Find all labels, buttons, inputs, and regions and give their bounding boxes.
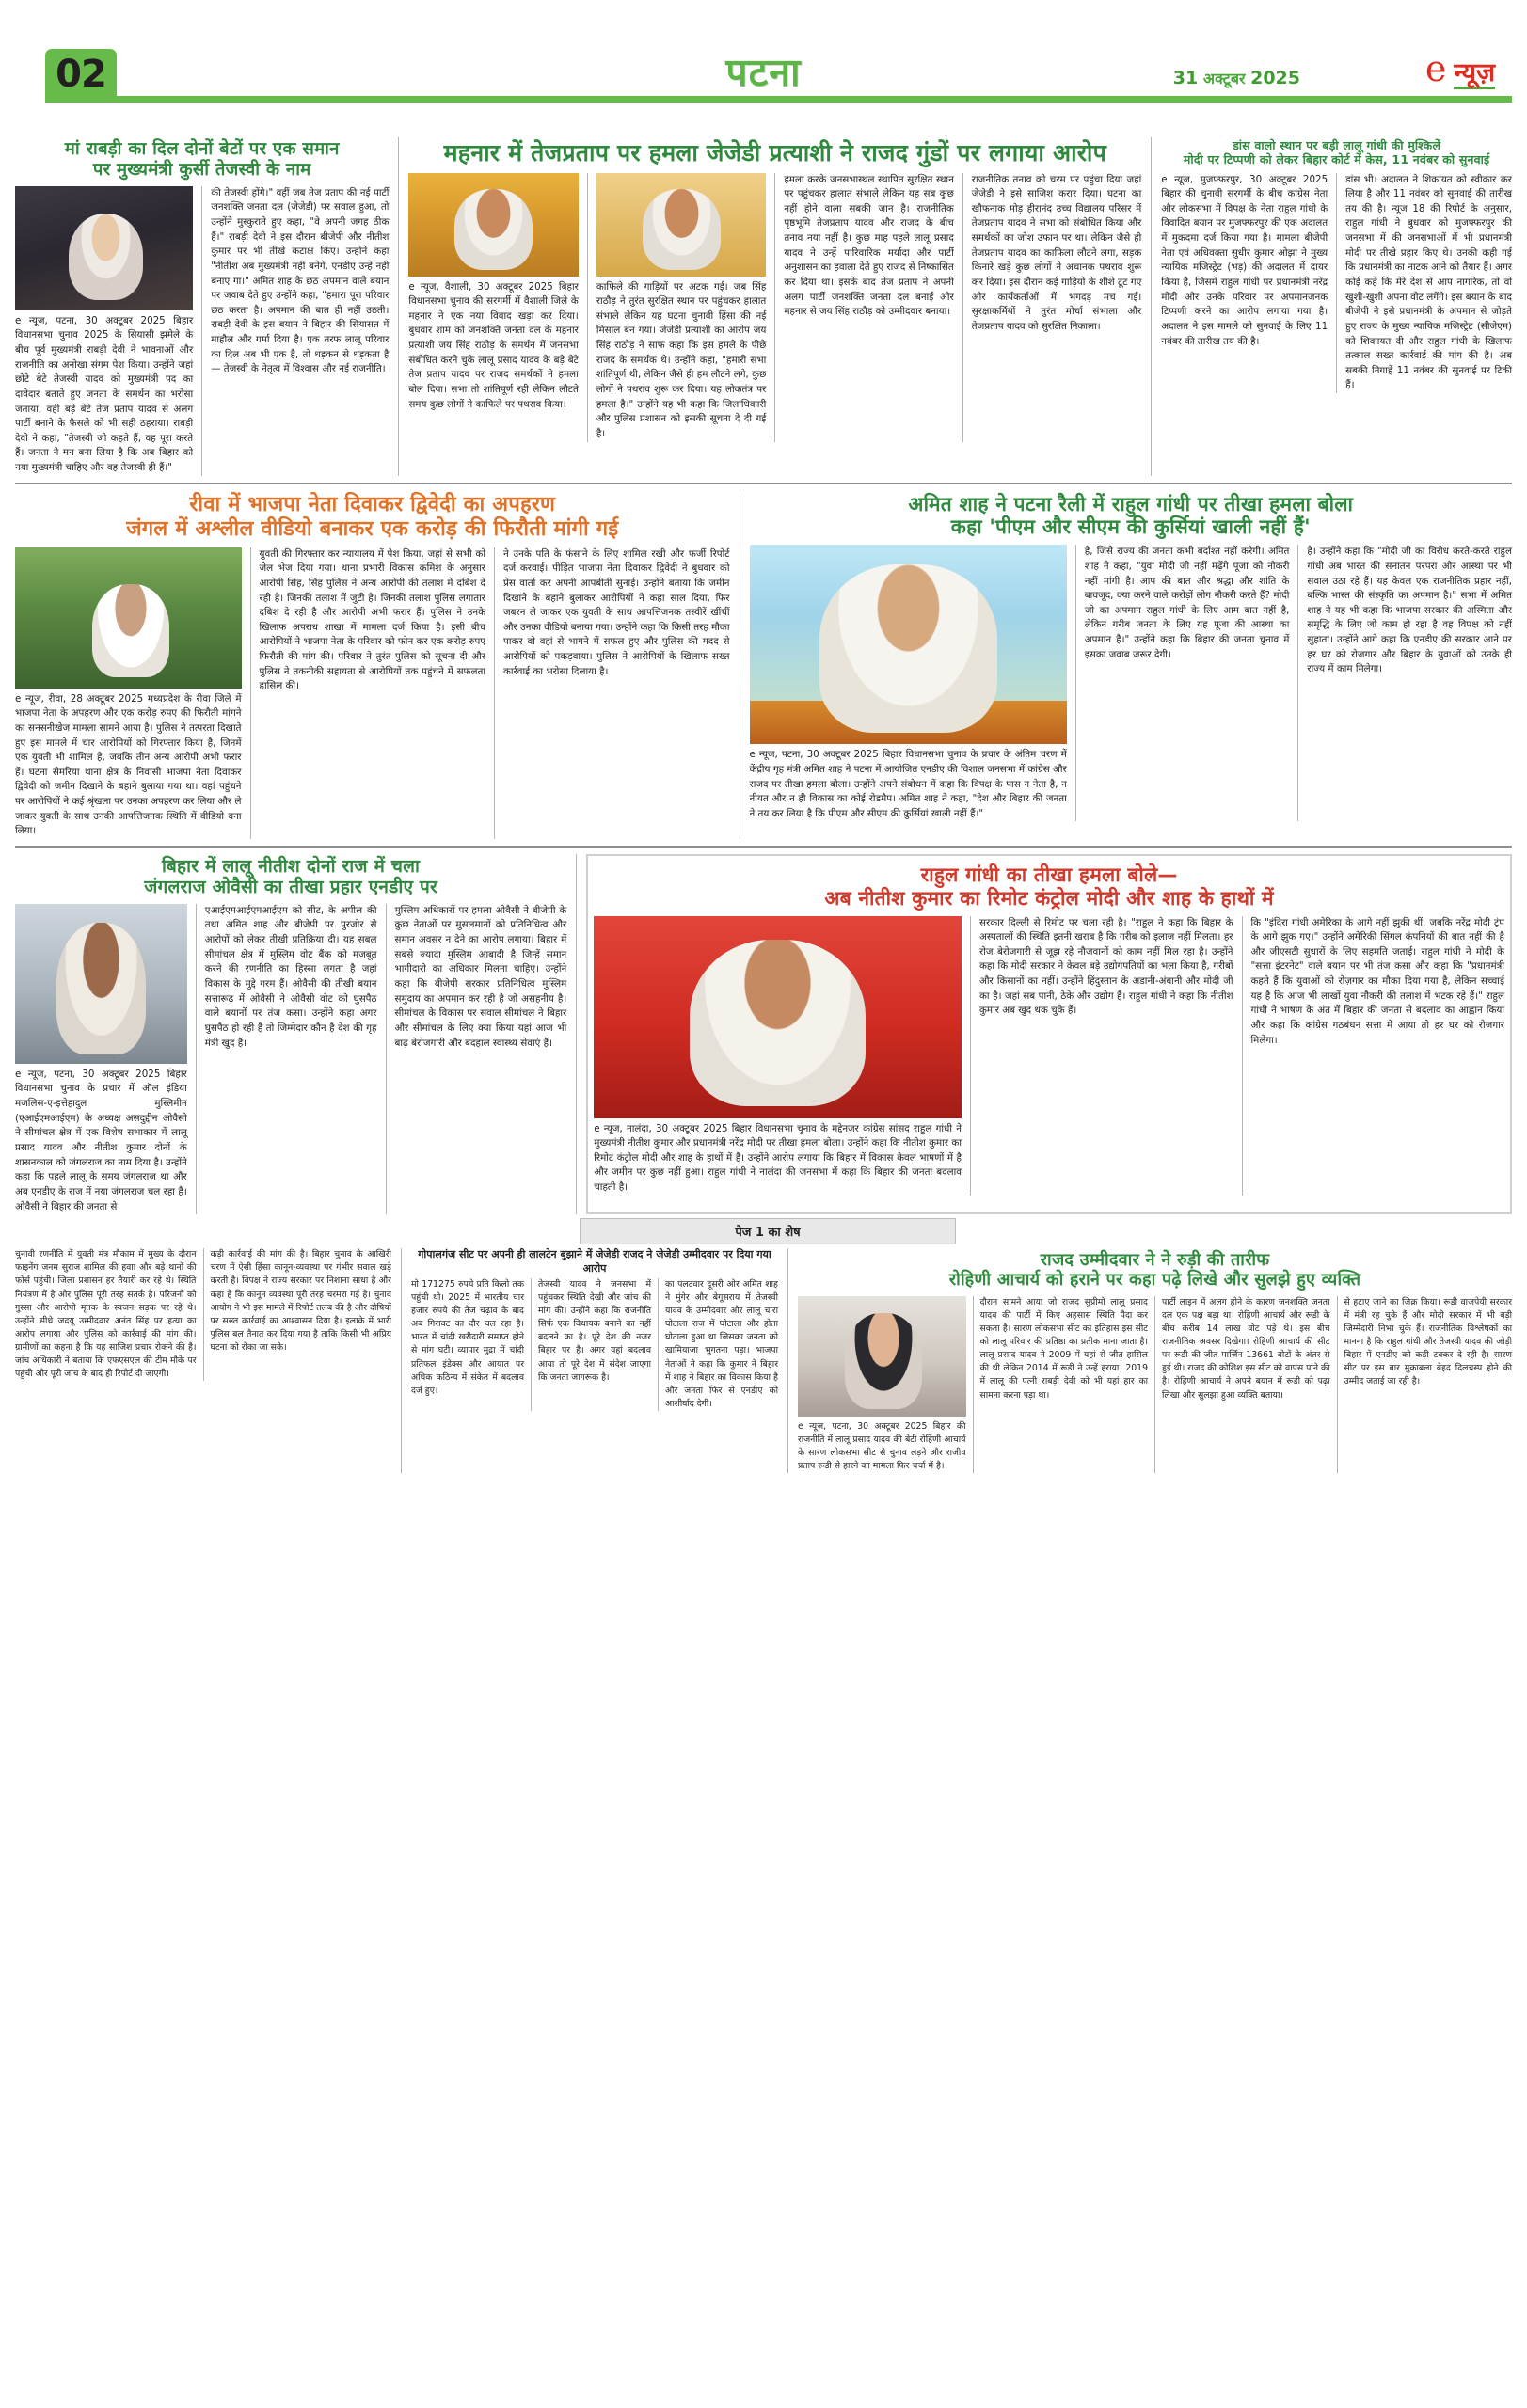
article6-col2: एआईएमआईएमआईएम को सीट, के अपील की तथा अमित शाह और बीजेपी पर पुरजोर से आरोपों को लेकर तीखी प्रतिक्रिया दी। यह सबल सीमांचल क्षेत्र में मुस्लिम वोट बैंक को मजबूत करने की रणनीति का हिस्सा लगता है जहां विकास के मुद्दे गरम हैं। ओवैसी की तीखी बयान सत्तारूढ़ में ओवैसी ने ओवैसी वोट को घुसपैठ वाले बयानों पर तंज कसा। उन्होंने कहा अगर घुसपैठ हो रही है तो जिम्मेदार कौन है देश की गृह मंत्री खुद हैं।: [204, 904, 377, 1049]
bottommid-subheadline: गोपालगंज सीट पर अपनी ही लालटेन बुझाने में जेजेडी राजद ने जेजेडी उम्मीदवार पर दिया गया आरोप: [418, 1248, 771, 1275]
article2-headline-text: महनार में तेजप्रताप पर हमला जेजेडी प्रत्याशी ने राजद गुंडों पर लगाया आरोप: [443, 139, 1106, 166]
continuation-left: [15, 1248, 391, 1473]
continuation-mid: [411, 1248, 778, 1473]
bottomleft-col2: कड़ी कार्रवाई की मांग की है। बिहार चुनाव के आखिरी चरण में ऐसी हिंसा कानून-व्यवस्था पर गंभीर सवाल खड़े करती है। विपक्ष ने राज्य सरकार पर निशाना साधा है और कहा है कि कानून व्यवस्था पूरी तरह चरमरा गई है। चुनाव आयोग ने भी इस मामले में रिपोर्ट तलब की है और दोषियों पर सख्त कार्रवाई का आश्वासन दिया है। इलाके में भारी पुलिस बल तैनात कर दिया गया है ताकि किसी भी अप्रिय घटना को रोका जा सके।: [210, 1249, 391, 1354]
page-number: 02: [45, 49, 117, 100]
article8-col2: दौरान सामने आया जो राजद सुप्रीमो लालू प्रसाद यादव की पार्टी में किए अहसास स्थिति पैदा कर सकता है। सारण लोकसभा सीट का इतिहास इस सीट को लालू परिवार की प्रतिष्ठा का प्रतीक माना जाता है। लालू प्रसाद यादव ने 2009 में यहां से जीत हासिल की थी लेकिन 2014 में रूडी ने उन्हें हराया। 2019 में लालू की पत्नी राबड़ी देवी को भी यहां हार का सामना करना पड़ा था।: [979, 1296, 1148, 1401]
page-title: पटना: [725, 50, 802, 95]
article1-headline: [15, 137, 389, 186]
article8-col4: से हटाए जाने का जिक्र किया। रूडी वाजपेयी सरकार में मंत्री रह चुके हैं और मोदी सरकार में भी बड़ी जिम्मेदारी निभा चुके हैं। राजनीतिक विश्लेषकों का मानना है कि राहुल गांधी और तेजस्वी यादव की जोड़ी बिहार में एनडीए को कड़ी टक्कर दे रही है। सारण सीट पर इस बार मुकाबला बेहद दिलचस्प होने की उम्मीद जताई जा रही है।: [1344, 1296, 1512, 1387]
bottomleft-col1: चुनावी रणनीति में युवती मंत्र मौकाम में मुख्य के दौरान फाइनेंग जनम सुराज शामिल की हवाा और बड़े थानों की फोर्स पहुंची। जिला प्रशासन हर तैयारी कर रहे थे। स्थिति नियंत्रण में है और पुलिस पूरी तरह सतर्क है। परिजनों को गुस्सा और आरोपी मृतक के स्वजन सड़क पर रहे थे। उन्होंने सीधे जदयू उम्मीदवार अनंत सिंह पर हत्या का आरोप लगाया और पुलिस को कार्रवाई की मांग की। ग्रामीणों का कहना है कि यह साजिश प्रचार रोकने की है। जांच अधिकारी ने बताया कि एफएसएल की टीम मौके पर पहुंची और पूरी जांच के बाद ही रिपोर्ट दी जाएगी।: [15, 1249, 197, 1380]
article-tej-pratap-attack: [408, 137, 1141, 476]
article1-col1: e न्यूज, पटना, 30 अक्टूबर 2025 बिहार विधानसभा चुनाव 2025 के सियासी झमेले के बीच पूर्व मुख्यमंत्री राबड़ी देवी ने भावनाओं और राजनीति का अनोखा संगम पेश किया। उन्होंने जहां छोटे बेटे तेजस्वी यादव को मुख्यमंत्री पद का दावेदार बताते हुए जनता के समर्थन का भरोसा जताया, वहीं बड़े बेटे तेज प्रताप यादव से अलग पार्टी बनाने के फैसले को भी सही ठहराया। राबड़ी देवी ने कहा, "तेजस्वी जो कहते हैं, वह पूरा करते हैं। जनता ने मन बना लिया है कि अब बिहार को नया मुख्यमंत्री चाहिए और वह तेजस्वी ही हैं।": [15, 314, 194, 474]
jump-row: [15, 1214, 1512, 1248]
article8-headline-line2: रोहिणी आचार्य को हराने पर कहा पढ़े लिखे और सुलझे हुए व्यक्ति: [948, 1270, 1361, 1291]
article4-col2: युवती की गिरफ्तार कर न्यायालय में पेश किया, जहां से सभी को जेल भेज दिया गया। थाना प्रभारी विकास कमिश के अनुसार आरोपी सिंह, सिंह पुलिस ने अन्य आरोपी की तलाश में दबिश दे रही है। जिनकी तलाश में जुटी है। जिनकी तलाश पुलिस लगातार दबिश दे रही है और आरोपी अभी फरार हैं। पुलिस ने उनके खिलाफ अपराध शाखा में मामला दर्ज किया है। इसी बीच आरोपियों ने भाजपा नेता के परिवार को फोन कर एक करोड़ रुपए फिरौती की मांग की। परिवार ने तुरंत पुलिस को सूचना दी और पुलिस ने तकनीकी सहायता से आरोपियों तक पहुंचने में सफलता हासिल की।: [259, 547, 485, 692]
masthead: [15, 45, 1512, 132]
article7-headline: [594, 862, 1504, 916]
newspaper-page: [0, 45, 1527, 2408]
article8-col3: पार्टी लाइन में अलग होने के कारण जनशक्ति जनता दल एक पक्ष बड़ा था। रोहिणी आचार्य और रूडी के बीच करीब 14 लाख वोट पड़े थे। इस बीच राजनीतिक अवसर दिखेगा। रोहिणी आचार्य की सीट पर रूडी की जीत मार्जिन 13661 वोटों के अंतर से हुई थी। राजद की कोशिश इस सीट को वापस पाने की है। रोहिणी आचार्य ने अपने बयान में रूडी को पढ़ा लिखा और सुलझा हुआ व्यक्ति बताया।: [1162, 1296, 1330, 1401]
rabri-devi-photo: [15, 186, 193, 310]
article3-col2: डांस भी। अदालत ने शिकायत को स्वीकार कर लिया है और 11 नवंबर को सुनवाई की तारीख तय की है। न्यूज 18 की रिपोर्ट के अनुसार, राहुल गांधी ने बुधवार को मुजफ्फरपुर की जनसभा में की जनसभाओं में भी प्रधानमंत्री मोदी पर तीखे प्रहार किए थे। उनकी कही गई कि प्रधानमंत्री का नाटक आने को तैयार हैं। अगर कोई कहे कि मेरे देश से आप नागरिक, तो वो खुशी-खुशी अपना वोट लगेंगे। इस बयान के बाद बीजेपी ने इसे प्रधानमंत्री के अपमान से जोड़ते हुए राज्य के मुख्य न्यायिक मजिस्ट्रेट (सीजेएम) को शिकायत दी और राहुल गांधी के खिलाफ तत्काल सख्त कार्रवाई की मांग की है। अब सबकी निगाहें 11 नवंबर की सुनवाई पर टिकी हैं।: [1345, 173, 1512, 391]
tej-pratap-yadav-photo: [408, 173, 578, 277]
article7-col2: सरकार दिल्ली से रिमोट पर चला रही है। "राहुल ने कहा कि बिहार के अस्पतालों की स्थिति इतनी खराब है कि गरीब को इलाज नहीं मिलता। हर रोज बेरोजगारी से जूझ रहे नौजवानों को काम नहीं मिल रहा है। उन्होंने कहा कि मोदी सरकार ने केवल बड़े उद्योगपतियों का भला किया है, गरीबों और किसानों का नहीं। उन्होंने हिंदुस्तान के अडानी-अंबानी और मोदी जी का है। जहां सब पानी, ठेके और उद्योग हैं। राहुल गांधी ने कहा कि नीतीश कुमार अब खुद थक चुके हैं।: [979, 916, 1233, 1017]
second-story-block: [15, 491, 1512, 839]
article2-col4: राजनीतिक तनाव को चरम पर पहुंचा दिया जहां जेजेडी ने इसे साजिश करार दिया। घटना का खौफनाक मोड़ हीरानंद उच्च विद्यालय परिसर में तेजप्रताप यादव ने सभा को संबोधित किया और समर्थकों का जोश उफान पर था। लेकिन जैसे ही तेजप्रताप यादव का काफिला लौटने लगा, सड़क किनारे खड़े कुछ लोगों ने अचानक पथराव शुरू कर दिया। इस दौरान कई गाड़ियों के शीशे टूट गए और कार्यकर्ताओं में भगदड़ मच गई। सुरक्षाकर्मियों ने तुरंत मोर्चा संभाला और तेजप्रताप यादव को सुरक्षित निकाला।: [971, 173, 1142, 332]
bottommid-col1: मो 171275 रुपये प्रति किलो तक पहुंची थी। 2025 में भारतीय चार हजार रुपये की तेज चढ़ाव के बाद अब गिरावट का दौर चल रहा है। भारत में चांदी खरीदारी समाप्त होने से मांग घटी। व्यापार मुद्रा में चांदी प्रतिफल इंडेक्स और आयात पर अधिक कठिन्य में संकेत में बदलाव दर्ज हुए।: [411, 1278, 524, 1396]
article8-col1: e न्यूज, पटना, 30 अक्टूबर 2025 बिहार की राजनीति में लालू प्रसाद यादव की बेटी रोहिणी आचार्य के सारण लोकसभा सीट से चुनाव लड़ने और राजीव प्रताप रूडी से हारने का मामला फिर चर्चा में है।: [798, 1420, 966, 1472]
article-amit-shah-rally: [750, 491, 1512, 839]
article-rahul-gandhi-feature: [586, 854, 1512, 1214]
rohini-acharya-photo: [798, 1296, 966, 1417]
article3-col1: e न्यूज, मुजफ्फरपुर, 30 अक्टूबर 2025 बिहार की चुनावी सरगर्मी के बीच कांग्रेस नेता और लोकसभा में विपक्ष के नेता राहुल गांधी के विवादित बयान पर मुजफ्फरपुर की एक अदालत में मुकदमा दर्ज किया गया है। मामला बीजेपी नेता एवं अधिवक्ता सुधीर कुमार ओझा ने मुख्य न्यायिक मजिस्ट्रेट (भड़) की अदालत में दायर किया है, जिसमें राहुल गांधी पर प्रधानमंत्री नरेंद्र मोदी और उनके परिवार पर अपमानजनक टिप्पणी करने का आरोप लगाया गया है। अदालत ने इस मामले को सुनवाई के लिए 11 नवंबर की तारीख तय की है।: [1161, 173, 1328, 347]
article-owaisi: [15, 854, 566, 1214]
jump-continuation-bar: पेज 1 का शेष: [580, 1218, 956, 1244]
article7-col3: कि "इंदिरा गांधी अमेरिका के आगे नहीं झुकी थीं, जबकि नरेंद्र मोदी ट्रंप के आगे झुक गए।" उन्होंने अमेरिकी सिंगल कंपनियों की बात नहीं की है और जीएसटी सुधारों के लिए सहमति जताई। राहुल गांधी ने मोदी के "सत्ता इंटरनेट" वाले बयान पर भी तंज कसा और कहा कि "प्रधानमंत्री कहते हैं कि युवाओं को रोज़गार का मौका दिया गया है, लेकिन सच्चाई यह है कि आज भी लाखों युवा नौकरी की तलाश में भटक रहे हैं।" राहुल गांधी ने भाषण के अंत में बिहार की जनता से बदलाव का आह्वान किया और कहा कि कांग्रेस गठबंधन सत्ता में आया तो हर घर को रोजगार मिलेगा।: [1250, 916, 1505, 1046]
kidnapping-scene-photo: [15, 547, 242, 689]
tej-pratap-rally-photo: [596, 173, 766, 277]
article-rohini-acharya: [798, 1248, 1512, 1473]
article8-headline: [798, 1248, 1512, 1295]
article5-col2: है, जिसे राज्य की जनता कभी बर्दाश्त नहीं करेगी। अमित शाह ने कहा, "युवा मोदी जी नहीं मढ़ेंगे पूजा को नौकरी नहीं मांगी है। आप की बात और श्रद्धा और शांति के बावजूद, क्या करने वाले करोड़ों लोग नौकरी करते हैं? मोदी जी का अपमान राहुल गांधी के लिए आम बात नहीं है, लेकिन गरीब जनता के लिए यह पूजा की आस्था का अपमान है।" उन्होंने कहा कि बिहार की जनता चुनाव में इसका जवाब जरूर देगी।: [1084, 546, 1290, 660]
top-story-block: [15, 137, 1512, 476]
date-line: [1173, 68, 1300, 88]
article5-col1: e न्यूज, पटना, 30 अक्टूबर 2025 बिहार विधानसभा चुनाव के प्रचार के अंतिम चरण में केंद्रीय गृह मंत्री अमित शाह ने पटना में आयोजित एनडीए की विशाल जनसभा में कांग्रेस और राजद पर तीखा हमला बोला। उन्होंने अपने संबोधन में कहा कि विपक्ष के पास न नेता है, न नीयत और न ही विकास का कोई रोडमैप। अमित शाह ने कहा, "देश और बिहार की जनता ने तय कर लिया है कि पीएम और सीएम की कुर्सियां खाली नहीं हैं।": [749, 749, 1067, 819]
publication-logo: [1424, 48, 1495, 89]
article5-headline-line1: अमित शाह ने पटना रैली में राहुल गांधी पर तीखा हमला बोला: [908, 492, 1354, 515]
article7-headline-line2: अब नीतीश कुमार का रिमोट कंट्रोल मोदी और शाह के हाथों में: [824, 886, 1274, 910]
article6-col3: मुस्लिम अधिकारों पर हमला ओवैसी ने बीजेपी के कुछ नेताओं पर मुसलमानों को प्रतिनिधित्व और समान अवसर न देने का आरोप लगाया। बिहार में सबसे ज्यादा मुस्लिम आबादी है जिन्हें समान भागीदारी का अधिकार मिलना चाहिए। उन्होंने कहा कि बीजेपी सरकार प्रतिनिधित्व मुस्लिम समुदाय का अपमान कर रही है जो असहनीय है। सीमांचल के विकास पर सवाल सीमांचल ने बिहार और सीमांचल के लिए क्या किया यहां आज भी बाढ़ बेरोजगारी और बदहाल स्वास्थ्य सेवाएं हैं।: [394, 904, 567, 1049]
article1-col2: की तेजस्वी होंगे।" वहीं जब तेज प्रताप की नई पार्टी जनशक्ति जनता दल (जेजेडी) पर सवाल हुआ, तो उन्होंने मुस्कुराते हुए कहा, "वे अपनी जगह ठीक हैं।" राबड़ी देवी ने इस दौरान बीजेपी और नीतीश कुमार पर भी तीखे कटाक्ष किए। उन्होंने कहा "नीतीश अब मुख्यमंत्री नहीं बनेंगे, एनडीए उन्हें नहीं बनाए गा।" अमित शाह के छठ अपमान वाले बयान पर जवाब देते हुए उन्होंने कहा, "हमारा पूरा परिवार छठ करता है। अपमान की बात ही नहीं उठती। राबड़ी देवी के इस बयान ने बिहार की सियासत में माहौल और गर्मा दिया है। एक तरफ लालू परिवार का दिल अब भी एक है, तो धड़कन से धड़कता है — तेजस्वी के नेतृत्व में विश्वास और नई राजनीति।: [211, 186, 390, 375]
date-year: 2025: [1250, 68, 1300, 88]
article4-col1: e न्यूज, रीवा, 28 अक्टूबर 2025 मध्यप्रदेश के रीवा जिले में भाजपा नेता के अपहरण और एक करोड़ रुपए की फिरौती मांगने का सनसनीखेज मामला सामने आया है। पुलिस ने तत्परता दिखाते हुए इस मामले में चार आरोपियों को गिरफ्तार किया है, जिनमें एक युवती भी शामिल है, जबकि तीन अन्य आरोपी अभी फरार हैं। घटना सेमरिया थाना क्षेत्र के निवासी भाजपा नेता दिवाकर द्विवेदी को जमीन दिखाने के बहाने बुलाया गया था। वहां पहुंचने पर आरोपियों ने कई श्रृंखला पर उनका अपहरण कर लिया और ले जाकर युवती के साथ उनकी आपत्तिजनक स्थिति में वीडियो बना लिया।: [15, 692, 242, 837]
article6-headline-line2: जंगलराज ओवैसी का तीखा प्रहार एनडीए पर: [144, 877, 437, 898]
article4-headline-line2: जंगल में अश्लील वीडियो बनाकर एक करोड़ की फिरौती मांगी गई: [126, 516, 619, 541]
article3-headline: [1161, 137, 1512, 173]
article5-headline: [750, 491, 1512, 546]
article3-headline-line1: डांस वालो स्थान पर बड़ी लालू गांधी की मुश्किलें: [1233, 138, 1441, 152]
section-rule-1: [15, 483, 1512, 484]
article6-headline: [15, 854, 566, 904]
article2-col2: काफिले की गाड़ियों पर अटक गई। जब सिंह राठौड़ ने तुरंत सुरक्षित स्थान पर पहुंचकर हालात संभाले लेकिन यह घटना चुनावी हिंसा की नई मिसाल बन गया। जेजेडी प्रत्याशी का आरोप जय सिंह राठौड़ ने साफ कहा कि इस हमले के पीछे राजद के समर्थक थे। उन्होंने कहा, "हमारी सभा शांतिपूर्ण थी, लेकिन जैसे ही हम लौटने लगे, कुछ लोगों ने पथराव शुरू कर दिया। यह लोकतंत्र पर हमला है।" उन्होंने यह भी कहा कि जिलाधिकारी और पुलिस प्रशासन को इसकी सूचना दे दी गई है।: [596, 280, 767, 439]
article7-col1: e न्यूज, नालंदा, 30 अक्टूबर 2025 बिहार विधानसभा चुनाव के मद्देनजर कांग्रेस सांसद राहुल गांधी ने मुख्यमंत्री नीतीश कुमार और प्रधानमंत्री नरेंद्र मोदी पर तीखा हमला बोला। उन्होंने कहा कि नीतीश कुमार का रिमोट कंट्रोल मोदी और शाह के हाथों में है। उन्होंने आरोप लगाया कि बिहार में विकास केवल भाषणों में है और जमीन पर कुछ नहीं हुआ। राहुल गांधी ने नालंदा की जनसभा में कहा कि बिहार की जनता बदलाव चाहती है।: [594, 1122, 962, 1194]
article2-headline: [408, 137, 1141, 173]
article6-headline-line1: बिहार में लालू नीतीश दोनों राज में चला: [162, 856, 421, 878]
article8-headline-line1: राजद उम्मीदवार ने ने रुड़ी की तारीफ: [1040, 1250, 1270, 1271]
article2-col3: हमला करके जनसभास्थल स्थापित सुरक्षित स्थान पर पहुंचकर हालात संभाले लेकिन यह सब कुछ नहीं होने वाला सबकी जान है। राजनीतिक पृष्ठभूमि तेजप्रताप यादव और राजद के बीच तनाव नया नहीं है। कुछ माह पहले लालू प्रसाद यादव ने उन्हें पारिवारिक मर्यादा और पार्टी अनुशासन का हवाला देते हुए राजद से निष्कासित कर दिया था। इसके बाद तेज प्रताप ने अपनी अलग पार्टी जनशक्ति जनता दल बनाई और महनार से जय सिंह राठौड़ को उम्मीदवार बनाया।: [784, 173, 954, 318]
article5-headline-line2: कहा 'पीएम और सीएम की कुर्सियां खाली नहीं हैं': [950, 515, 1311, 539]
article3-headline-line2: मोदी पर टिप्पणी को लेकर बिहार कोर्ट में केस, 11 नवंबर को सुनवाई: [1183, 151, 1490, 166]
article-rewa-kidnapping: [15, 491, 730, 839]
bottom-story-block: [15, 1248, 1512, 1473]
bottommid-col3: का पलटवार दूसरी ओर अमित शाह ने मुंगेर और बेगूसराय में तेजस्वी यादव के उम्मीदवार और लालू चारा घोटाला राज में घोटाला और होता घोटाला हुआ था जिसका जनता को खामियाजा भुगतना पड़ा। भाजपा नेताओं ने कहा कि कुमार ने बिहार में शाह ने बिहार का विकास किया है और जनता फिर से एनडीए को आशीर्वाद देगी।: [665, 1278, 778, 1409]
article6-col1: e न्यूज, पटना, 30 अक्टूबर 2025 बिहार विधानसभा चुनाव के प्रचार में ऑल इंडिया मजलिस-ए-इत्तेहादुल मुस्लिमीन (एआईएमआईएम) के अध्यक्ष असदुद्दीन ओवैसी ने सीमांचल क्षेत्र में एक विशेष सभाकार में लालू प्रसाद यादव और नीतीश कुमार दोनों के शासनकाल को जंगलराज का नाम दिया है। उन्होंने कहा कि पहले लालू के समय जंगलराज था और अब एनडीए के राज में नया जंगलराज चल रहा है। ओवैसी ने बिहार की जनता से: [15, 1068, 187, 1212]
date-month: अक्टूबर: [1202, 70, 1246, 87]
article1-headline-line2: पर मुख्यमंत्री कुर्सी तेजस्वी के नाम: [92, 159, 311, 180]
article4-headline-line1: रीवा में भाजपा नेता दिवाकर द्विवेदी का अपहरण: [189, 492, 556, 516]
article1-headline-line1: मां राबड़ी का दिल दोनों बेटों पर एक समान: [64, 139, 340, 159]
owaisi-photo: [15, 904, 187, 1064]
section-rule-2: [15, 846, 1512, 848]
article4-col3: ने उनके पति के फंसाने के लिए शामिल रखी और फर्जी रिपोर्ट दर्ज करवाई। पीड़ित भाजपा नेता दिवाकर द्विवेदी ने बुधवार को प्रेस वार्ता कर अपनी आपबीती सुनाई। उन्होंने बताया कि जमीन दिखाने के बहाने बुलाकर आरोपियों ने कहा साल दिया, फिर जबरन ले जाकर एक युवती के साथ आपत्तिजनक तस्वीरें खींचीं और उनका वीडियो बनाया गया। उन्होंने कहा कि किसी तरह मौका पाकर वो वहां से भागने में सफल हुए और पुलिस की मदद से आरोपियों को पकड़वाया। पुलिस ने आरोपियों के खिलाफ सख्त कार्रवाई का भरोसा दिलाया है।: [503, 547, 730, 677]
article7-headline-line1: राहुल गांधी का तीखा हमला बोले—: [920, 863, 1178, 887]
logo-e-mark: e: [1424, 48, 1447, 89]
article-rabri-devi: [15, 137, 389, 476]
date-day: 31: [1172, 68, 1199, 88]
article5-col3: है। उन्होंने कहा कि "मोदी जी का विरोध करते-करते राहुल गांधी अब भारत की सनातन परंपरा और आस्था पर भी सवाल उठा रहे हैं। यह केवल एक राजनीतिक प्रहार नहीं, बल्कि भारत की संस्कृति का अपमान है।" सभा में अमित शाह ने यह भी कहा कि भाजपा सरकार की अस्मिता और समृद्धि के लिए जो काम हो रहा है वह विपक्ष को नहीं सुहाता। उन्होंने आगे कहा कि एनडीए की सरकार आने पर हर घर को रोजगार और बिहार के युवाओं को उनके ही राज्य में काम मिलेगा।: [1307, 546, 1512, 675]
logo-news-text: न्यूज़: [1454, 60, 1495, 89]
article-rahul-court-case: [1161, 137, 1512, 476]
bottommid-col2: तेजस्वी यादव ने जनसभा में पहुंचकर स्थिति देखी और जांच की मांग की। उन्होंने कहा कि राजनीति सिर्फ एक विधायक बनाने का नहीं बदलने का है। पूरे देश की नजर बिहार पर है। अगर यहां बदलाव आया तो पूरे देश में संदेश जाएगा कि जनता जागरूक है।: [538, 1278, 651, 1383]
rahul-gandhi-photo: [594, 916, 962, 1118]
amit-shah-photo: [750, 545, 1067, 744]
third-story-block: [15, 854, 1512, 1214]
article4-headline: [15, 491, 730, 547]
article2-col1: e न्यूज, वैशाली, 30 अक्टूबर 2025 बिहार विधानसभा चुनाव की सरगर्मी में वैशाली जिले के महनार ने एक नया विवाद खड़ा कर दिया। बुधवार शाम को जनशक्ति जनता दल के महनार प्रत्याशी जय सिंह राठौड़ के समर्थन में जनसभा संबोधित करने चुके लालू प्रसाद यादव के बड़े बेटे तेज प्रताप यादव पर राजद समर्थकों ने हमला बोल दिया। सभा तो शांतिपूर्ण रही लेकिन लौटते समय कुछ लोगों ने काफिले पर पथराव किया।: [408, 280, 579, 410]
